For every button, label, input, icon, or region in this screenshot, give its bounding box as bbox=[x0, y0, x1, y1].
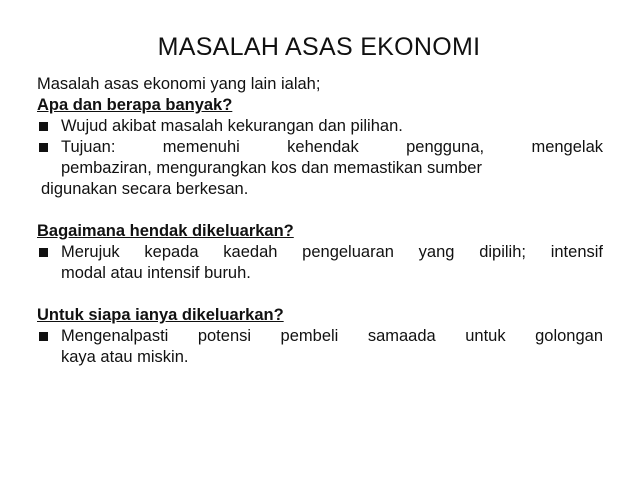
bullet-text: kaya atau miskin. bbox=[61, 348, 189, 366]
bullet-item bbox=[37, 137, 603, 179]
square-bullet-icon bbox=[39, 248, 48, 257]
square-bullet-icon bbox=[39, 143, 48, 152]
square-bullet-icon bbox=[39, 122, 48, 131]
section-heading-untuk-siapa: Untuk siapa ianya dikeluarkan? bbox=[37, 306, 284, 324]
bullet-text: Mengenalpasti potensi pembeli samaada untuk golongan bbox=[61, 327, 603, 345]
bullet-item bbox=[37, 116, 603, 137]
bullet-text: Tujuan: memenuhi kehendak pengguna, mengelak bbox=[61, 138, 603, 156]
square-bullet-icon bbox=[39, 332, 48, 341]
bullet-text: modal atau intensif buruh. bbox=[61, 264, 251, 282]
bullet-text: pembaziran, mengurangkan kos dan memastikan sumber bbox=[61, 159, 482, 177]
section-heading-apa: Apa dan berapa banyak? bbox=[37, 96, 233, 114]
slide-body bbox=[37, 74, 603, 368]
slide-title: MASALAH ASAS EKONOMI bbox=[157, 33, 481, 61]
intro-text: Masalah asas ekonomi yang lain ialah; bbox=[37, 75, 321, 93]
bullet-item bbox=[37, 326, 603, 368]
spacer bbox=[37, 284, 603, 305]
spacer bbox=[37, 200, 603, 221]
bullet-text: Merujuk kepada kaedah pengeluaran yang dipilih; intensif bbox=[61, 243, 603, 261]
continuation-text: digunakan secara berkesan. bbox=[41, 180, 249, 198]
bullet-item bbox=[37, 242, 603, 284]
bullet-text: Wujud akibat masalah kekurangan dan pilihan. bbox=[61, 117, 403, 135]
section-heading-bagaimana: Bagaimana hendak dikeluarkan? bbox=[37, 222, 294, 240]
